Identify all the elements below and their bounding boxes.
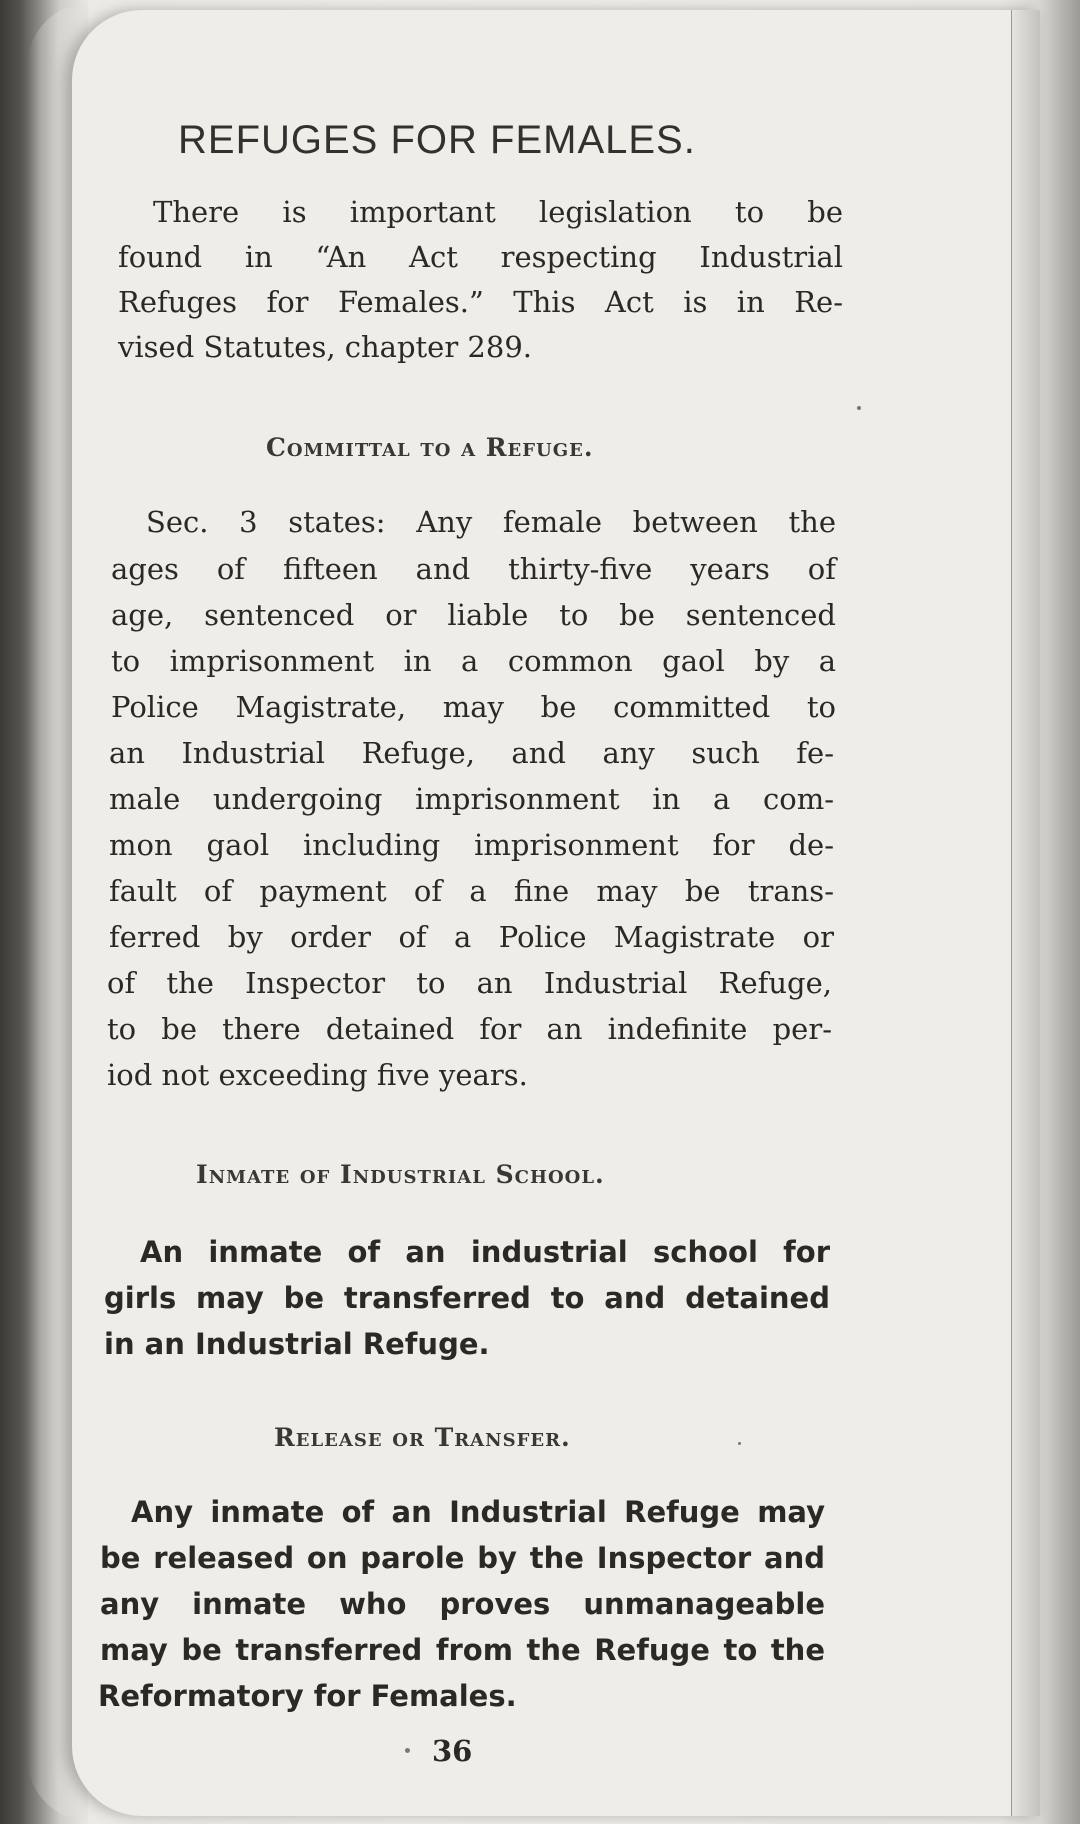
section-line: fault of payment of a fine may be trans- [109, 874, 834, 908]
intro-line: There is important legislation to be [153, 195, 843, 229]
intro-line: Refuges for Females.” This Act is in Re- [118, 285, 843, 319]
section-line: any inmate who proves unmanageable [100, 1587, 825, 1621]
section-line: of the Inspector to an Industrial Refuge, [107, 966, 832, 1000]
section-heading-release: Release or Transfer. [274, 1423, 571, 1452]
section-line: iod not exceeding five years. [107, 1058, 528, 1092]
section-line: An inmate of an industrial school for [140, 1235, 830, 1269]
section-line: in an Industrial Refuge. [104, 1327, 490, 1361]
section-line: Sec. 3 states: Any female between the [146, 505, 836, 539]
section-line: Reformatory for Females. [98, 1679, 517, 1713]
section-line: Police Magistrate, may be committed to [111, 690, 836, 724]
ink-speck [405, 1748, 410, 1753]
ink-speck [857, 406, 861, 410]
intro-line: vised Statutes, chapter 289. [118, 330, 533, 364]
section-line: mon gaol including imprisonment for de- [109, 828, 834, 862]
section-line: girls may be transferred to and detained [104, 1281, 830, 1315]
section-line: male undergoing imprisonment in a com- [109, 782, 834, 816]
section-line: age, sentenced or liable to be sentenced [111, 598, 836, 632]
section-line: may be transferred from the Refuge to the [100, 1633, 825, 1667]
book-gutter [1011, 10, 1040, 1816]
ink-speck [738, 1442, 741, 1445]
section-line: be released on parole by the Inspector and [100, 1541, 825, 1575]
section-line: an Industrial Refuge, and any such fe- [109, 736, 834, 770]
section-heading-committal: Committal to a Refuge. [266, 433, 594, 462]
section-line: to be there detained for an indefinite per- [107, 1012, 832, 1046]
page-number: 36 [432, 1734, 473, 1768]
section-line: ages of fifteen and thirty-five years of [111, 552, 836, 586]
section-line: ferred by order of a Police Magistrate or [109, 920, 834, 954]
page-title: REFUGES FOR FEMALES. [178, 118, 696, 162]
section-line: Any inmate of an Industrial Refuge may [131, 1495, 825, 1529]
intro-line: found in “An Act respecting Industrial [118, 240, 843, 274]
section-heading-inmate: Inmate of Industrial School. [196, 1160, 605, 1189]
section-line: to imprisonment in a common gaol by a [111, 644, 836, 678]
